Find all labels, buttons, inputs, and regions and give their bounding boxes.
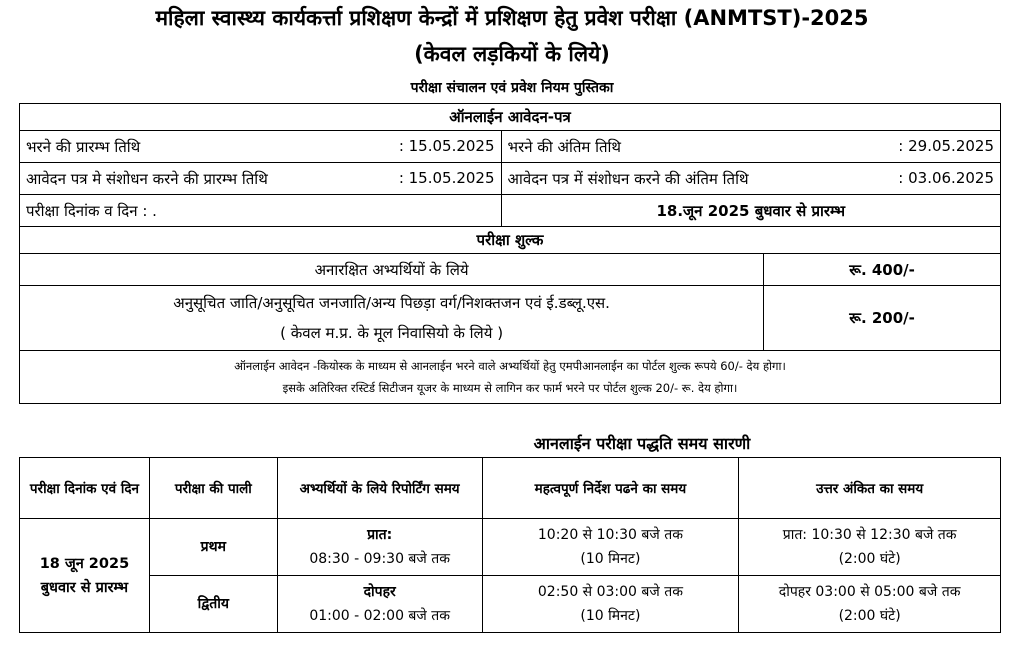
main-title: महिला स्वास्थ्य कार्यकर्त्ता प्रशिक्षण केन्द्रों में प्रशिक्षण हेतु प्रवेश परीक्षा (ANMTST)-2025	[155, 6, 869, 30]
reporting-1-line2: 08:30 - 09:30 बजे तक	[309, 551, 450, 567]
fee-heading: परीक्षा शुल्क	[20, 227, 1001, 254]
instruction-1	[482, 519, 739, 576]
end-date-value: : 29.05.2025	[898, 136, 994, 155]
correction-start-value: : 15.05.2025	[398, 168, 495, 187]
start-date-label: भरने की प्रारम्भ तिथि	[26, 137, 141, 156]
portal-fee-note-1: ऑनलाईन आवेदन -कियोस्क के माध्यम से आनलाईन भरने वाले अभ्यर्थियों हेतु एमपीआनलाईन का पोर्टल शुल्क रूपये 60/- देय होगा।	[234, 359, 786, 373]
reporting-1	[277, 519, 482, 576]
shift-2: द्वितीय	[149, 576, 277, 633]
table-row	[20, 576, 1001, 633]
portal-fee-note-2: इसके अतिरिक्त रस्टिर्ड सिटीजन यूजर के माध्यम से लागिन कर फार्म भरने पर पोर्टल शुल्क 20/- रू. देय होगा।	[282, 381, 738, 395]
reserved-fee-label-line1: अनुसूचित जाति/अनुसूचित जनजाति/अन्य पिछड़ा वर्ग/निशक्तजन एवं ई.डब्लू.एस.	[173, 294, 610, 312]
reporting-2-line1: दोपहर	[363, 584, 396, 600]
instruction-2-line1: 02:50 से 03:00 बजे तक	[537, 584, 683, 600]
instruction-2	[482, 576, 739, 633]
correction-start-label: आवेदन पत्र मे संशोधन करने की प्रारम्भ तिथि	[26, 169, 268, 188]
answer-2	[739, 576, 1001, 633]
correction-end-value: : 03.06.2025	[898, 168, 994, 187]
online-form-table	[19, 103, 1001, 404]
reporting-1-line1: प्रात:	[367, 527, 393, 543]
col-instruction-time: महत्वपूर्ण निर्देश पढने का समय	[482, 458, 739, 519]
exam-date-line2: बुधवार से प्रारम्भ	[40, 579, 129, 596]
answer-1-line2: (2:00 घंटे)	[838, 551, 901, 567]
col-exam-date: परीक्षा दिनांक एवं दिन	[20, 458, 150, 519]
general-fee-label: अनारक्षित अभ्यर्थियों के लिये	[20, 254, 764, 286]
instruction-1-line1: 10:20 से 10:30 बजे तक	[537, 527, 683, 543]
shift-1: प्रथम	[149, 519, 277, 576]
schedule-header-row	[20, 458, 1001, 519]
col-reporting-time: अभ्यर्थियों के लिये रिपोर्टिंग समय	[277, 458, 482, 519]
end-date-cell	[501, 131, 1000, 163]
general-fee-value: रू. 400/-	[764, 254, 1001, 286]
reserved-fee-value: रू. 200/-	[764, 286, 1001, 351]
instruction-2-line2: (10 मिनट)	[580, 608, 641, 624]
start-date-value: : 15.05.2025	[398, 136, 495, 155]
reserved-fee-label-line2: ( केवल म.प्र. के मूल निवासियो के लिये )	[280, 324, 504, 342]
answer-2-line2: (2:00 घंटे)	[838, 608, 901, 624]
main-subtitle: (केवल लड़कियों के लिये)	[414, 42, 610, 66]
start-date-cell	[20, 131, 502, 163]
answer-2-line1: दोपहर 03:00 से 05:00 बजे तक	[778, 584, 961, 600]
col-shift: परीक्षा की पाली	[149, 458, 277, 519]
portal-fee-notes	[20, 351, 1001, 404]
answer-1	[739, 519, 1001, 576]
correction-end-cell	[501, 163, 1000, 195]
instruction-1-line2: (10 मिनट)	[580, 551, 641, 567]
end-date-label: भरने की अंतिम तिथि	[507, 137, 622, 156]
exam-date-line1: 18 जून 2025	[39, 555, 130, 572]
exam-date-label: परीक्षा दिनांक व दिन : .	[20, 195, 502, 227]
schedule-title: आनलाईन परीक्षा पद्धति समय सारणी	[533, 434, 751, 453]
booklet-title: परीक्षा संचालन एवं प्रवेश नियम पुस्तिका	[410, 80, 614, 96]
col-answer-time: उत्तर अंकित का समय	[739, 458, 1001, 519]
reserved-fee-label	[20, 286, 764, 351]
correction-end-label: आवेदन पत्र में संशोधन करने की अंतिम तिथि	[507, 169, 749, 188]
reporting-2	[277, 576, 482, 633]
online-form-heading: ऑनलाईन आवेदन-पत्र	[20, 104, 1001, 131]
table-row	[20, 519, 1001, 576]
reporting-2-line2: 01:00 - 02:00 बजे तक	[309, 608, 450, 624]
correction-start-cell	[20, 163, 502, 195]
answer-1-line1: प्रात: 10:30 से 12:30 बजे तक	[782, 527, 957, 543]
schedule-table	[19, 457, 1001, 633]
exam-date-value: 18.जून 2025 बुधवार से प्रारम्भ	[501, 195, 1000, 227]
exam-date-cell	[20, 519, 150, 633]
